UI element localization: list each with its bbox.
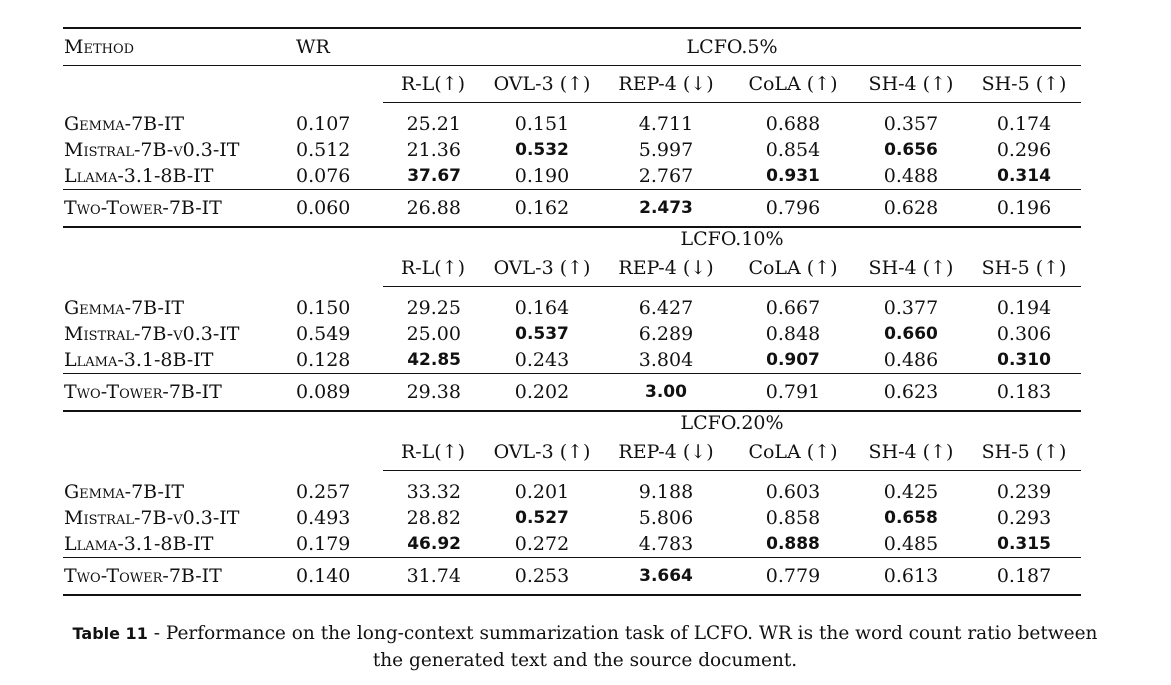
col-header-rep4: REP-4 (↓) — [601, 250, 731, 287]
column-header-row — [63, 66, 1081, 103]
value-cell: 26.88 — [383, 190, 483, 228]
results-table — [63, 27, 1081, 596]
value-cell-best: 2.473 — [601, 190, 731, 228]
group-title-row — [63, 227, 1081, 250]
table-caption — [60, 620, 1110, 674]
value-cell: 0.306 — [996, 323, 1052, 345]
value-cell: 0.194 — [996, 297, 1052, 319]
value-cell: 2.767 — [638, 165, 694, 187]
value-cell: 0.796 — [731, 190, 855, 228]
method-cell: Gemma-7B-IT — [64, 480, 185, 503]
value-cell: 0.779 — [731, 558, 855, 596]
value-cell: 0.667 — [765, 297, 821, 319]
value-cell-best: 0.931 — [766, 166, 820, 186]
col-header-ovl3: OVL-3 (↑) — [483, 250, 601, 287]
col-header-sh4: SH-4 (↑) — [855, 434, 967, 471]
value-cell: 0.486 — [883, 349, 939, 371]
value-cell: 0.243 — [514, 349, 570, 371]
wr-cell: 0.060 — [295, 190, 383, 228]
empty-cell — [295, 434, 383, 471]
wr-cell: 0.493 — [296, 507, 351, 529]
wr-cell: 0.257 — [296, 480, 351, 503]
value-cell: 0.164 — [514, 297, 570, 319]
empty-cell — [295, 250, 383, 287]
value-cell-best: 3.00 — [601, 374, 731, 412]
value-cell: 0.688 — [765, 113, 821, 135]
value-cell: 0.196 — [967, 190, 1081, 228]
table-row — [63, 163, 1081, 190]
value-cell: 0.791 — [731, 374, 855, 412]
col-header-sh5: SH-5 (↑) — [967, 434, 1081, 471]
value-cell: 33.32 — [406, 481, 461, 503]
method-cell: Llama-3.1-8B-IT — [64, 165, 214, 187]
col-header-sh5: SH-5 (↑) — [967, 66, 1081, 103]
wr-cell: 0.179 — [296, 533, 351, 555]
value-cell: 0.488 — [883, 165, 939, 187]
value-cell: 0.201 — [514, 481, 570, 503]
value-cell: 28.82 — [406, 507, 461, 529]
value-cell: 29.25 — [406, 297, 461, 319]
method-cell: Two-Tower-7B-IT — [63, 374, 295, 412]
group-title-lcfo-5: LCFO.5% — [383, 28, 1081, 66]
table-row — [63, 347, 1081, 374]
value-cell: 0.296 — [996, 139, 1052, 161]
value-cell: 21.36 — [406, 139, 461, 161]
method-cell: Two-Tower-7B-IT — [63, 558, 295, 596]
table-row-ours — [63, 558, 1081, 596]
value-cell: 0.603 — [765, 481, 821, 503]
empty-cell — [63, 250, 295, 287]
value-cell-best: 0.658 — [884, 508, 938, 528]
col-header-rl: R-L(↑) — [383, 66, 483, 103]
wr-cell: 0.076 — [296, 165, 351, 187]
value-cell-best: 0.656 — [884, 140, 938, 160]
group-title-lcfo-10: LCFO.10% — [383, 227, 1081, 250]
value-cell: 0.190 — [514, 165, 570, 187]
value-cell: 0.628 — [855, 190, 967, 228]
value-cell-best: 37.67 — [407, 166, 461, 186]
wr-cell: 0.128 — [296, 349, 351, 371]
empty-cell — [63, 434, 295, 471]
column-header-row — [63, 434, 1081, 471]
value-cell: 0.623 — [855, 374, 967, 412]
value-cell: 0.858 — [765, 507, 821, 529]
col-header-cola: CoLA (↑) — [731, 66, 855, 103]
value-cell-best: 42.85 — [407, 350, 461, 370]
table-row — [63, 137, 1081, 163]
col-header-cola: CoLA (↑) — [731, 250, 855, 287]
table-row-ours — [63, 374, 1081, 412]
method-cell: Mistral-7B-v0.3-IT — [64, 323, 240, 345]
caption-label: Table 11 — [72, 624, 148, 643]
col-header-ovl3: OVL-3 (↑) — [483, 66, 601, 103]
value-cell-best: 0.527 — [515, 508, 569, 528]
value-cell: 4.711 — [638, 113, 694, 135]
wr-cell: 0.140 — [295, 558, 383, 596]
table-row — [63, 321, 1081, 347]
value-cell-best: 0.888 — [766, 534, 820, 554]
group-title-lcfo-20: LCFO.20% — [383, 411, 1081, 434]
wr-cell: 0.549 — [296, 323, 351, 345]
method-cell: Llama-3.1-8B-IT — [64, 533, 214, 555]
table-row — [63, 505, 1081, 531]
value-cell-best: 0.537 — [515, 324, 569, 344]
col-header-rl: R-L(↑) — [383, 250, 483, 287]
value-cell-best: 0.660 — [884, 324, 938, 344]
method-cell: Mistral-7B-v0.3-IT — [64, 507, 240, 529]
value-cell-best: 0.907 — [766, 350, 820, 370]
method-cell: Llama-3.1-8B-IT — [64, 349, 214, 371]
value-cell: 3.804 — [638, 349, 694, 371]
value-cell: 5.997 — [638, 139, 694, 161]
col-header-sh5: SH-5 (↑) — [967, 250, 1081, 287]
table-row — [63, 471, 1081, 506]
table-row — [63, 531, 1081, 558]
value-cell-best: 0.314 — [997, 166, 1051, 186]
value-cell: 6.427 — [638, 297, 694, 319]
table-row — [63, 103, 1081, 138]
value-cell: 4.783 — [638, 533, 694, 555]
col-header-sh4: SH-4 (↑) — [855, 66, 967, 103]
value-cell: 0.253 — [483, 558, 601, 596]
method-cell: Mistral-7B-v0.3-IT — [64, 139, 240, 161]
value-cell: 0.425 — [883, 481, 939, 503]
col-header-cola: CoLA (↑) — [731, 434, 855, 471]
value-cell: 25.00 — [406, 323, 461, 345]
value-cell: 0.187 — [967, 558, 1081, 596]
method-cell: Gemma-7B-IT — [64, 112, 185, 135]
group-title-row — [63, 411, 1081, 434]
value-cell: 0.377 — [883, 297, 939, 319]
wr-cell: 0.089 — [295, 374, 383, 412]
method-cell: Gemma-7B-IT — [64, 296, 185, 319]
col-header-sh4: SH-4 (↑) — [855, 250, 967, 287]
value-cell: 0.272 — [514, 533, 570, 555]
header-row — [63, 28, 1081, 66]
method-cell: Two-Tower-7B-IT — [63, 190, 295, 228]
method-header: Method — [63, 28, 295, 66]
value-cell-best: 46.92 — [407, 534, 461, 554]
value-cell: 0.293 — [996, 507, 1052, 529]
value-cell-best: 0.310 — [997, 350, 1051, 370]
value-cell: 25.21 — [406, 113, 461, 135]
column-header-row — [63, 250, 1081, 287]
table-row-ours — [63, 190, 1081, 228]
wr-cell: 0.512 — [296, 139, 351, 161]
wr-header: WR — [295, 28, 383, 66]
wr-cell: 0.107 — [296, 112, 351, 135]
col-header-rep4: REP-4 (↓) — [601, 434, 731, 471]
value-cell: 0.174 — [996, 113, 1052, 135]
value-cell-best: 3.664 — [601, 558, 731, 596]
value-cell: 0.854 — [765, 139, 821, 161]
value-cell: 0.357 — [883, 113, 939, 135]
value-cell: 6.289 — [638, 323, 694, 345]
value-cell-best: 0.315 — [997, 534, 1051, 554]
value-cell: 0.162 — [483, 190, 601, 228]
caption-text: - Performance on the long-context summarization task of LCFO. WR is the word count ratio between the generated text and the source document. — [147, 623, 1098, 671]
value-cell: 31.74 — [383, 558, 483, 596]
value-cell: 29.38 — [383, 374, 483, 412]
empty-cell — [295, 66, 383, 103]
value-cell: 0.151 — [514, 113, 570, 135]
empty-cell — [63, 66, 295, 103]
value-cell: 0.613 — [855, 558, 967, 596]
value-cell: 0.183 — [967, 374, 1081, 412]
results-table-container — [63, 27, 1081, 596]
value-cell: 9.188 — [638, 481, 694, 503]
table-row — [63, 287, 1081, 322]
value-cell-best: 0.532 — [515, 140, 569, 160]
value-cell: 5.806 — [638, 507, 694, 529]
value-cell: 0.202 — [483, 374, 601, 412]
value-cell: 0.485 — [883, 533, 939, 555]
wr-cell: 0.150 — [296, 296, 351, 319]
value-cell: 0.239 — [996, 481, 1052, 503]
col-header-rep4: REP-4 (↓) — [601, 66, 731, 103]
col-header-ovl3: OVL-3 (↑) — [483, 434, 601, 471]
value-cell: 0.848 — [765, 323, 821, 345]
col-header-rl: R-L(↑) — [383, 434, 483, 471]
